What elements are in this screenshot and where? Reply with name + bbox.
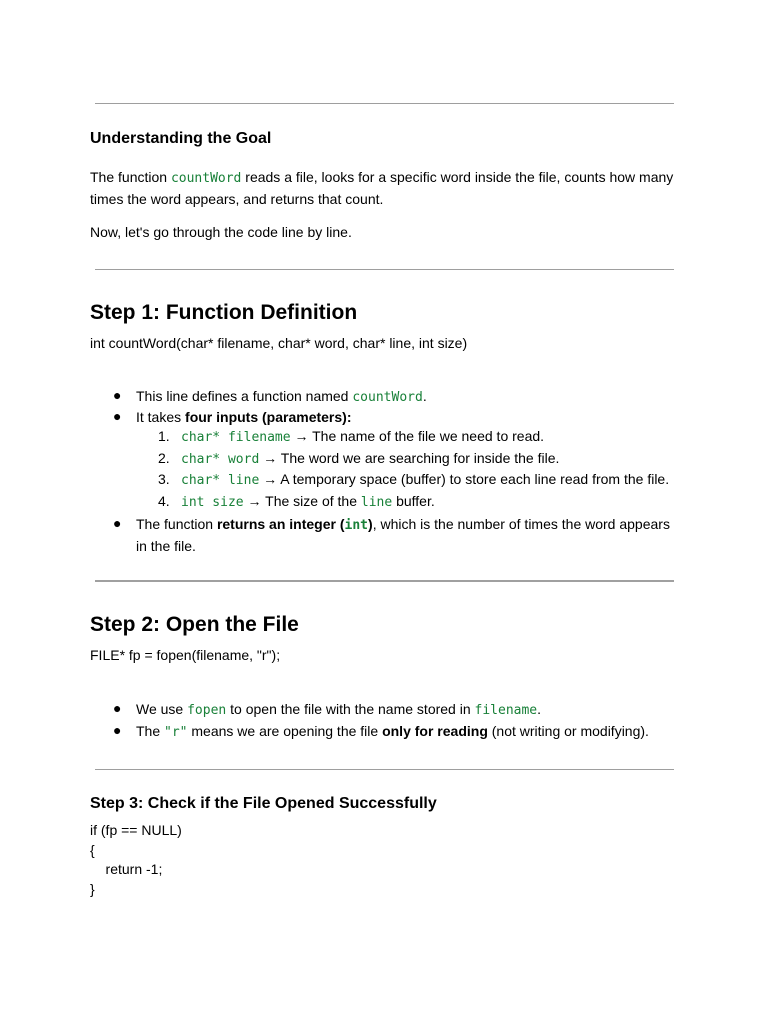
text: → A temporary space (buffer) to store each line read from the file. bbox=[259, 471, 670, 487]
goal-paragraph bbox=[90, 167, 673, 209]
step1-bullet-3 bbox=[136, 514, 670, 556]
text: → The size of the bbox=[243, 493, 361, 509]
code-line: { bbox=[90, 841, 95, 858]
list-number: 4. bbox=[158, 493, 170, 509]
bold-text: ) bbox=[368, 516, 373, 532]
text: We use bbox=[136, 701, 188, 717]
step2-bullet-2 bbox=[136, 721, 649, 743]
code-line: return -1; bbox=[90, 861, 163, 877]
text: . bbox=[422, 388, 427, 404]
step3-heading: Step 3: Check if the File Opened Successfully bbox=[90, 795, 437, 812]
param-item bbox=[181, 471, 669, 488]
step1-bullet-2 bbox=[136, 407, 352, 427]
text: The bbox=[136, 723, 165, 739]
inline-code: int bbox=[344, 518, 369, 533]
bullet-icon: ● bbox=[113, 387, 122, 403]
text: The function bbox=[90, 169, 171, 185]
list-number: 3. bbox=[158, 471, 170, 487]
inline-code: fopen bbox=[187, 703, 227, 718]
divider bbox=[95, 269, 674, 270]
text: reads a file, looks for a specific word inside the file, counts how many bbox=[241, 169, 674, 185]
text: . bbox=[537, 701, 542, 717]
param-item bbox=[181, 428, 544, 445]
inline-code: line bbox=[360, 495, 393, 510]
bullet-icon: ● bbox=[113, 700, 122, 716]
inline-code: filename bbox=[474, 703, 538, 718]
text: → The name of the file we need to read. bbox=[290, 428, 545, 444]
bullet-icon: ● bbox=[113, 722, 122, 738]
text: means we are opening the file bbox=[187, 723, 383, 739]
text: The function bbox=[136, 516, 217, 532]
step1-code: int countWord(char* filename, char* word, char* line, int size) bbox=[90, 335, 468, 351]
text: (not writing or modifying). bbox=[487, 723, 649, 739]
list-number: 2. bbox=[158, 450, 170, 466]
step2-bullet-1 bbox=[136, 699, 541, 721]
code-line: if (fp == NULL) bbox=[90, 822, 182, 838]
text: , which is the number of times the word appears bbox=[372, 516, 670, 532]
inline-code: char* filename bbox=[181, 430, 291, 445]
divider bbox=[95, 580, 674, 582]
step2-heading: Step 2: Open the File bbox=[90, 613, 299, 636]
text: buffer. bbox=[392, 493, 435, 509]
text: in the file. bbox=[136, 538, 196, 554]
list-number: 1. bbox=[158, 428, 170, 444]
divider bbox=[95, 103, 674, 104]
code-line: } bbox=[90, 880, 95, 897]
step3-code-block bbox=[90, 821, 182, 899]
inline-code: countWord bbox=[170, 171, 242, 186]
step2-code: FILE* fp = fopen(filename, "r"); bbox=[90, 647, 281, 663]
inline-code: "r" bbox=[164, 725, 188, 740]
bullet-icon: ● bbox=[113, 408, 122, 424]
step1-bullet-1 bbox=[136, 386, 427, 408]
bullet-icon: ● bbox=[113, 515, 122, 531]
divider bbox=[95, 769, 674, 770]
step1-heading: Step 1: Function Definition bbox=[90, 301, 358, 324]
text: to open the file with the name stored in bbox=[226, 701, 475, 717]
text: times the word appears, and returns that count. bbox=[90, 191, 384, 207]
inline-code: int size bbox=[181, 495, 244, 510]
bold-text: only for reading bbox=[382, 723, 488, 739]
bold-text: returns an integer ( bbox=[216, 516, 345, 532]
section-heading-goal: Understanding the Goal bbox=[90, 130, 272, 147]
param-item bbox=[181, 493, 435, 510]
inline-code: char* line bbox=[181, 473, 260, 488]
text: → The word we are searching for inside the file. bbox=[259, 450, 560, 466]
text: This line defines a function named bbox=[136, 388, 353, 404]
goal-paragraph-2: Now, let's go through the code line by line. bbox=[90, 224, 352, 240]
param-item bbox=[181, 450, 559, 467]
bold-text: four inputs (parameters): bbox=[185, 409, 352, 425]
inline-code: char* word bbox=[181, 452, 260, 467]
text: It takes bbox=[136, 409, 186, 425]
inline-code: countWord bbox=[352, 390, 423, 405]
